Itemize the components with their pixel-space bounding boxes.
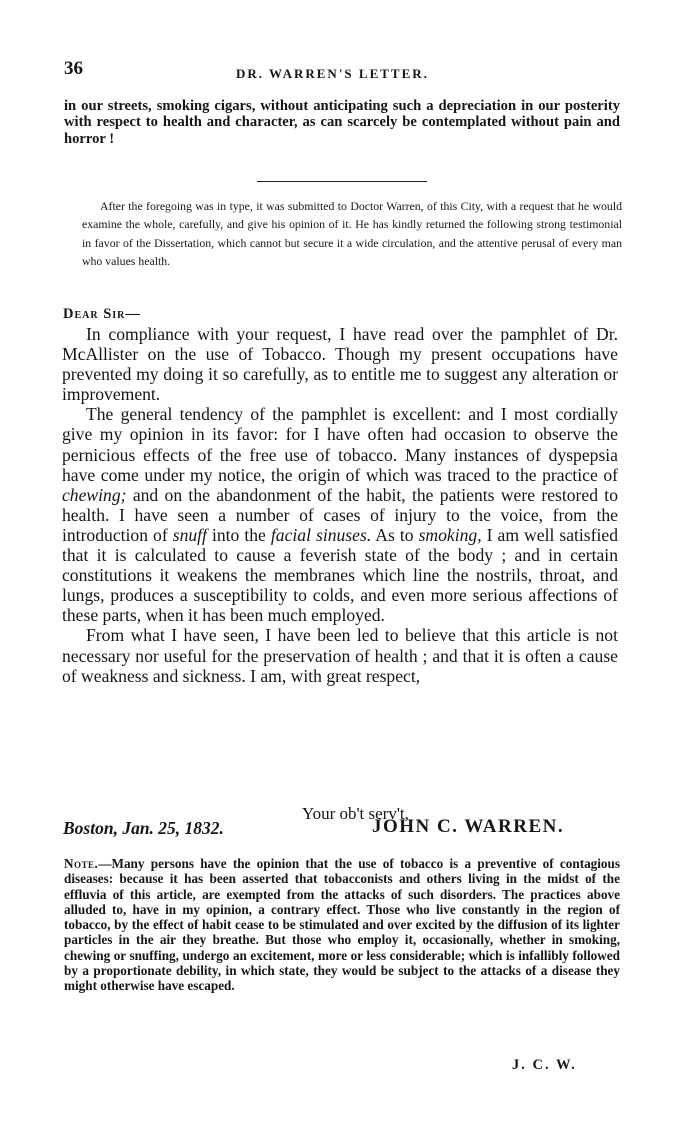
letter-body xyxy=(62,324,618,686)
section-divider xyxy=(257,181,427,182)
letter-text: and on the abandonment of the habit, the patients were restored to health. I have seen a number of cases of injury to the voice, from the introduction of xyxy=(62,484,618,545)
note-label: Note. xyxy=(64,856,99,871)
emphasis-facial-sinuses: facial sinuses. xyxy=(270,524,372,545)
letter-salutation: Dear Sir— xyxy=(63,306,141,322)
letter-text: The general tendency of the pamphlet is excellent: and I most cordially give my opinion in its favor: for I have often had occasion to observe the pernicious effects of the free use of tobacco. Many instances of dyspepsia have come under my notice, the origin of which was traced to the practice of xyxy=(62,404,618,485)
letter-text: As to xyxy=(371,524,419,545)
signature: JOHN C. WARREN. xyxy=(372,816,565,837)
editor-intro-paragraph: After the foregoing was in type, it was submitted to Doctor Warren, of this City, with a request that he would examine the whole, carefully, and give his opinion of it. He has kindly returned the following strong testimonial in favor of the Dissertation, which cannot but secure it a wide circulation, and the attentive perusal of every man who values health. xyxy=(82,199,622,269)
note-text: —Many persons have the opinion that the use of tobacco is a preventive of contagious diseases: because it has been asserted that tobacconists and others living in the midst of the effluvia of this article, are exempted from the attacks of such disorders. The practices above alluded to, have in my opinion, a contrary effect. Those who live constantly in the region of tobacco, by the effect of habit cease to be stimulated and over excited by the diffusion of its lighter particles in the air they breathe. But those who employ it, occasionally, whether in smoking, chewing or snuffing, undergo an excitement, more or less considerable; which is infallibly followed by a proportionate debility, in which state, they would be subject to the attacks of a disease they might otherwise have escaped. xyxy=(64,856,620,994)
page-number: 36 xyxy=(64,58,83,79)
letter-text: into the xyxy=(206,524,271,545)
emphasis-chewing: chewing; xyxy=(62,484,127,505)
letter-paragraph-2 xyxy=(62,404,618,625)
opening-paragraph: in our streets, smoking cigars, without anticipating such a depreciation in our posterity with respect to health and character, as can scarcely be contemplated without pain and horror ! xyxy=(64,98,620,147)
emphasis-snuff: snuff xyxy=(172,524,207,545)
letter-closing: Your ob't serv't, xyxy=(302,804,409,823)
letter-text: I am well satisfied that it is calculated to cause a feverish state of the body ; and in certain constitutions it weakens the membranes which line the nostrils, throat, and lungs, produces a susceptibility to colds, and even more serious affections of these parts, when it has been much employed. xyxy=(62,524,619,626)
running-head: DR. WARREN'S LETTER. xyxy=(236,66,429,81)
note-initials: J. C. W. xyxy=(512,1057,577,1073)
letter-paragraph-3: From what I have seen, I have been led to believe that this article is not necessary nor useful for the preservation of health ; and that it is often a cause of weakness and sickness. I am, with great respect, xyxy=(62,625,618,686)
footnote xyxy=(64,856,620,994)
emphasis-smoking: smoking, xyxy=(418,524,482,545)
letter-paragraph-1: In compliance with your request, I have read over the pamphlet of Dr. McAllister on the use of Tobacco. Though my present occupations have prevented my doing it so carefully, as to entitle me to suggest any alteration or improvement. xyxy=(62,324,618,405)
place-and-date: Boston, Jan. 25, 1832. xyxy=(63,818,224,838)
